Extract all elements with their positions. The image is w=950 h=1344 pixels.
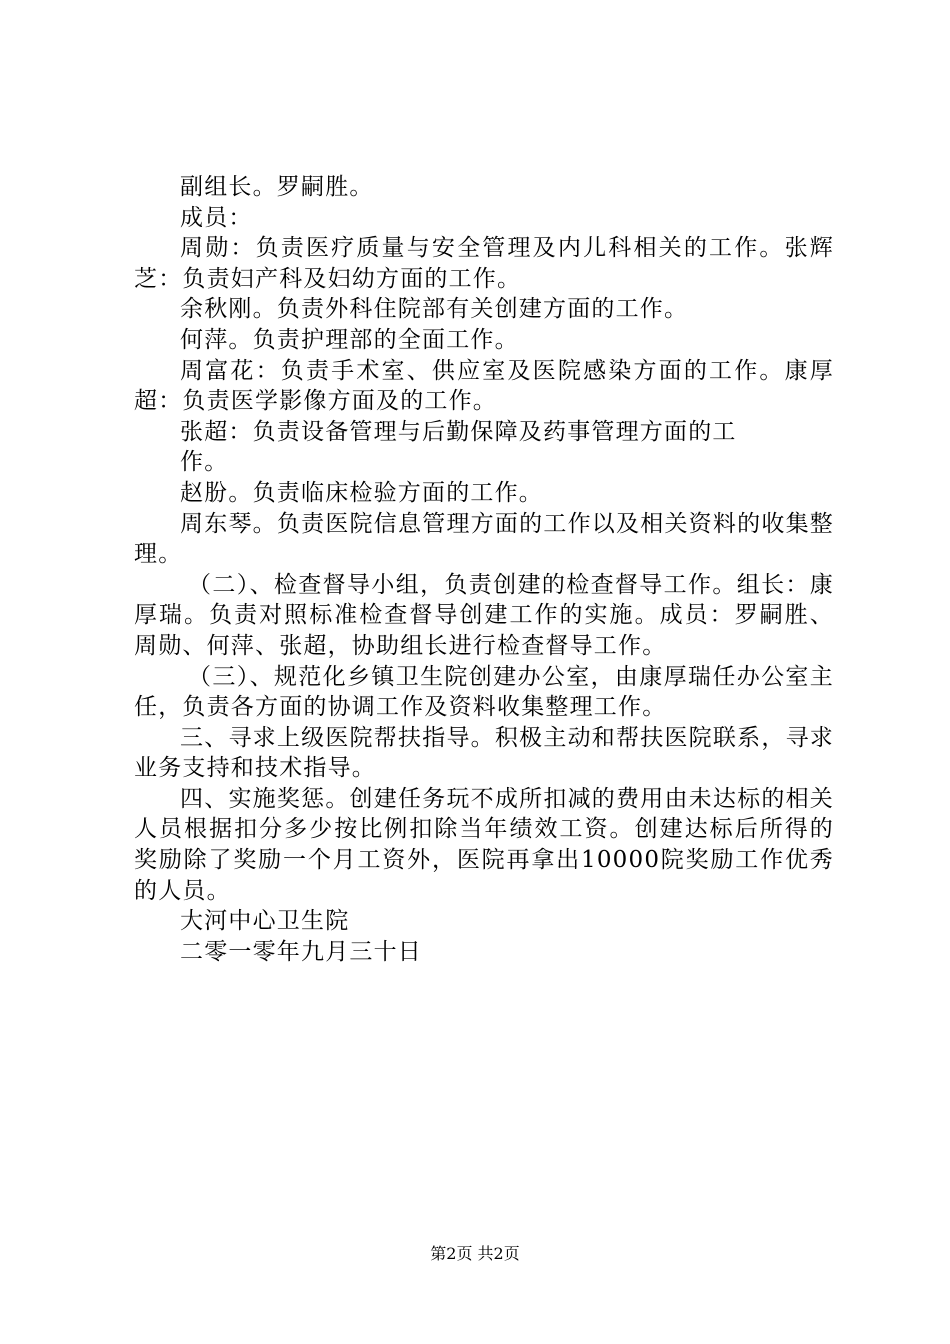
paragraph-section-four: 四、实施奖惩。创建任务玩不成所扣减的费用由未达标的相关人员根据扣分多少按比例扣除当年绩效工资。创建达标后所得的奖励除了奖励一个月工资外，医院再拿出10000院奖励工作优秀的人员。 (134, 785, 834, 904)
paragraph-signature-date: 二零一零年九月三十日 (180, 938, 422, 965)
paragraph-vice-leader: 副组长。罗嗣胜。 (180, 174, 374, 200)
paragraph-member-zhou-dongqin: 周东琴。负责医院信息管理方面的工作以及相关资料的收集整理。 (134, 510, 834, 568)
paragraph-members-heading: 成员： (180, 204, 253, 231)
paragraph-office: （三）、规范化乡镇卫生院创建办公室，由康厚瑞任办公室主任，负责各方面的协调工作及资料收集整理工作。 (134, 663, 834, 721)
paragraph-member-zhang-chao: 张超：负责设备管理与后勤保障及药事管理方面的工 (180, 418, 737, 445)
paragraph-section-three: 三、寻求上级医院帮扶指导。积极主动和帮扶医院联系，寻求业务支持和技术指导。 (134, 724, 834, 782)
paragraph-member-he-ping: 何萍。负责护理部的全面工作。 (180, 326, 519, 353)
paragraph-member-yu-qiugang: 余秋刚。负责外科住院部有关创建方面的工作。 (180, 296, 689, 323)
paragraph-member-zhou-xun: 周勋：负责医疗质量与安全管理及内儿科相关的工作。张辉芝：负责妇产科及妇幼方面的工作。 (134, 235, 834, 292)
paragraph-signature-org: 大河中心卫生院 (180, 908, 350, 935)
paragraph-inspection-group: （二）、检查督导小组，负责创建的检查督导工作。组长：康厚瑞。负责对照标准检查督导创建工作的实施。成员：罗嗣胜、周勋、何萍、张超，协助组长进行检查督导工作。 (134, 571, 834, 659)
paragraph-member-zhao-pan: 赵朌。负责临床检验方面的工作。 (180, 479, 543, 506)
page-number-footer: 第2页 共2页 (430, 1244, 520, 1263)
paragraph-member-zhou-fuhua: 周富花：负责手术室、供应室及医院感染方面的工作。康厚超：负责医学影像方面及的工作。 (134, 357, 834, 415)
paragraph-member-zhang-chao-cont: 作。 (180, 449, 229, 476)
document-body (134, 172, 834, 967)
